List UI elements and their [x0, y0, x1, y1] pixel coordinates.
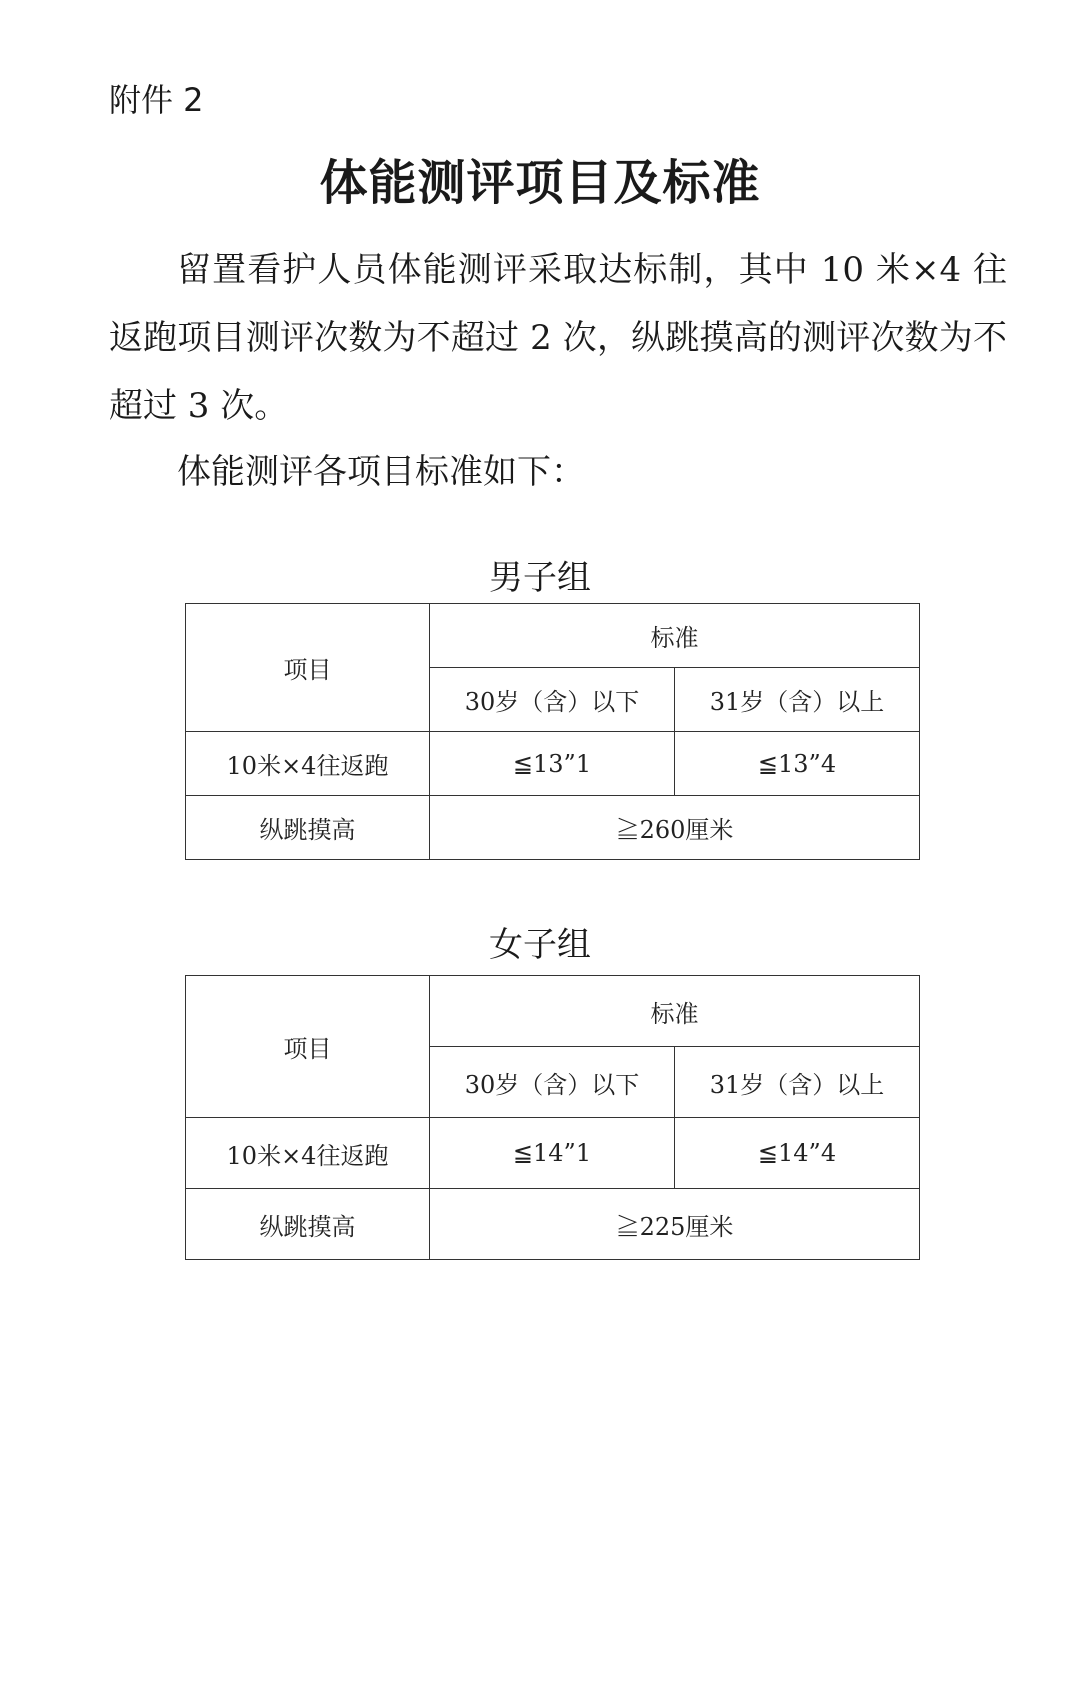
shuttle-run-over-31-cell: ≦14”4 [675, 1118, 920, 1189]
header-standard-cell: 标准 [430, 604, 920, 668]
annex-label: 附件 2 [109, 81, 204, 119]
age-group-over-31-cell: 31岁（含）以上 [675, 1047, 920, 1118]
table-header-row [186, 604, 920, 668]
shuttle-run-under-30-cell: ≦14”1 [430, 1118, 675, 1189]
header-item-cell: 项目 [186, 976, 430, 1118]
table-row [186, 1189, 920, 1260]
table-row [186, 1118, 920, 1189]
shuttle-run-over-31-cell: ≦13”4 [675, 732, 920, 796]
vertical-jump-value-cell: ≧225厘米 [430, 1189, 920, 1260]
header-standard-cell: 标准 [430, 976, 920, 1047]
item-shuttle-run-cell: 10米×4往返跑 [186, 732, 430, 796]
standards-lead-paragraph: 体能测评各项目标准如下： [177, 452, 585, 492]
female-group-title: 女子组 [489, 925, 591, 965]
intro-paragraph: 留置看护人员体能测评采取达标制，其中 10 米×4 往返跑项目测评次数为不超过 2 次，纵跳摸高的测评次数为不超过 3 次。 [109, 250, 1007, 426]
vertical-jump-value-cell: ≧260厘米 [430, 796, 920, 860]
table-header-row [186, 976, 920, 1047]
table-row [186, 732, 920, 796]
item-vertical-jump-cell: 纵跳摸高 [186, 796, 430, 860]
document-title: 体能测评项目及标准 [319, 155, 761, 211]
male-standards-table [185, 603, 920, 860]
female-standards-table [185, 975, 920, 1260]
shuttle-run-under-30-cell: ≦13”1 [430, 732, 675, 796]
age-group-over-31-cell: 31岁（含）以上 [675, 668, 920, 732]
item-shuttle-run-cell: 10米×4往返跑 [186, 1118, 430, 1189]
male-group-title: 男子组 [489, 558, 591, 598]
table-row [186, 796, 920, 860]
age-group-under-30-cell: 30岁（含）以下 [430, 1047, 675, 1118]
header-item-cell: 项目 [186, 604, 430, 732]
age-group-under-30-cell: 30岁（含）以下 [430, 668, 675, 732]
item-vertical-jump-cell: 纵跳摸高 [186, 1189, 430, 1260]
